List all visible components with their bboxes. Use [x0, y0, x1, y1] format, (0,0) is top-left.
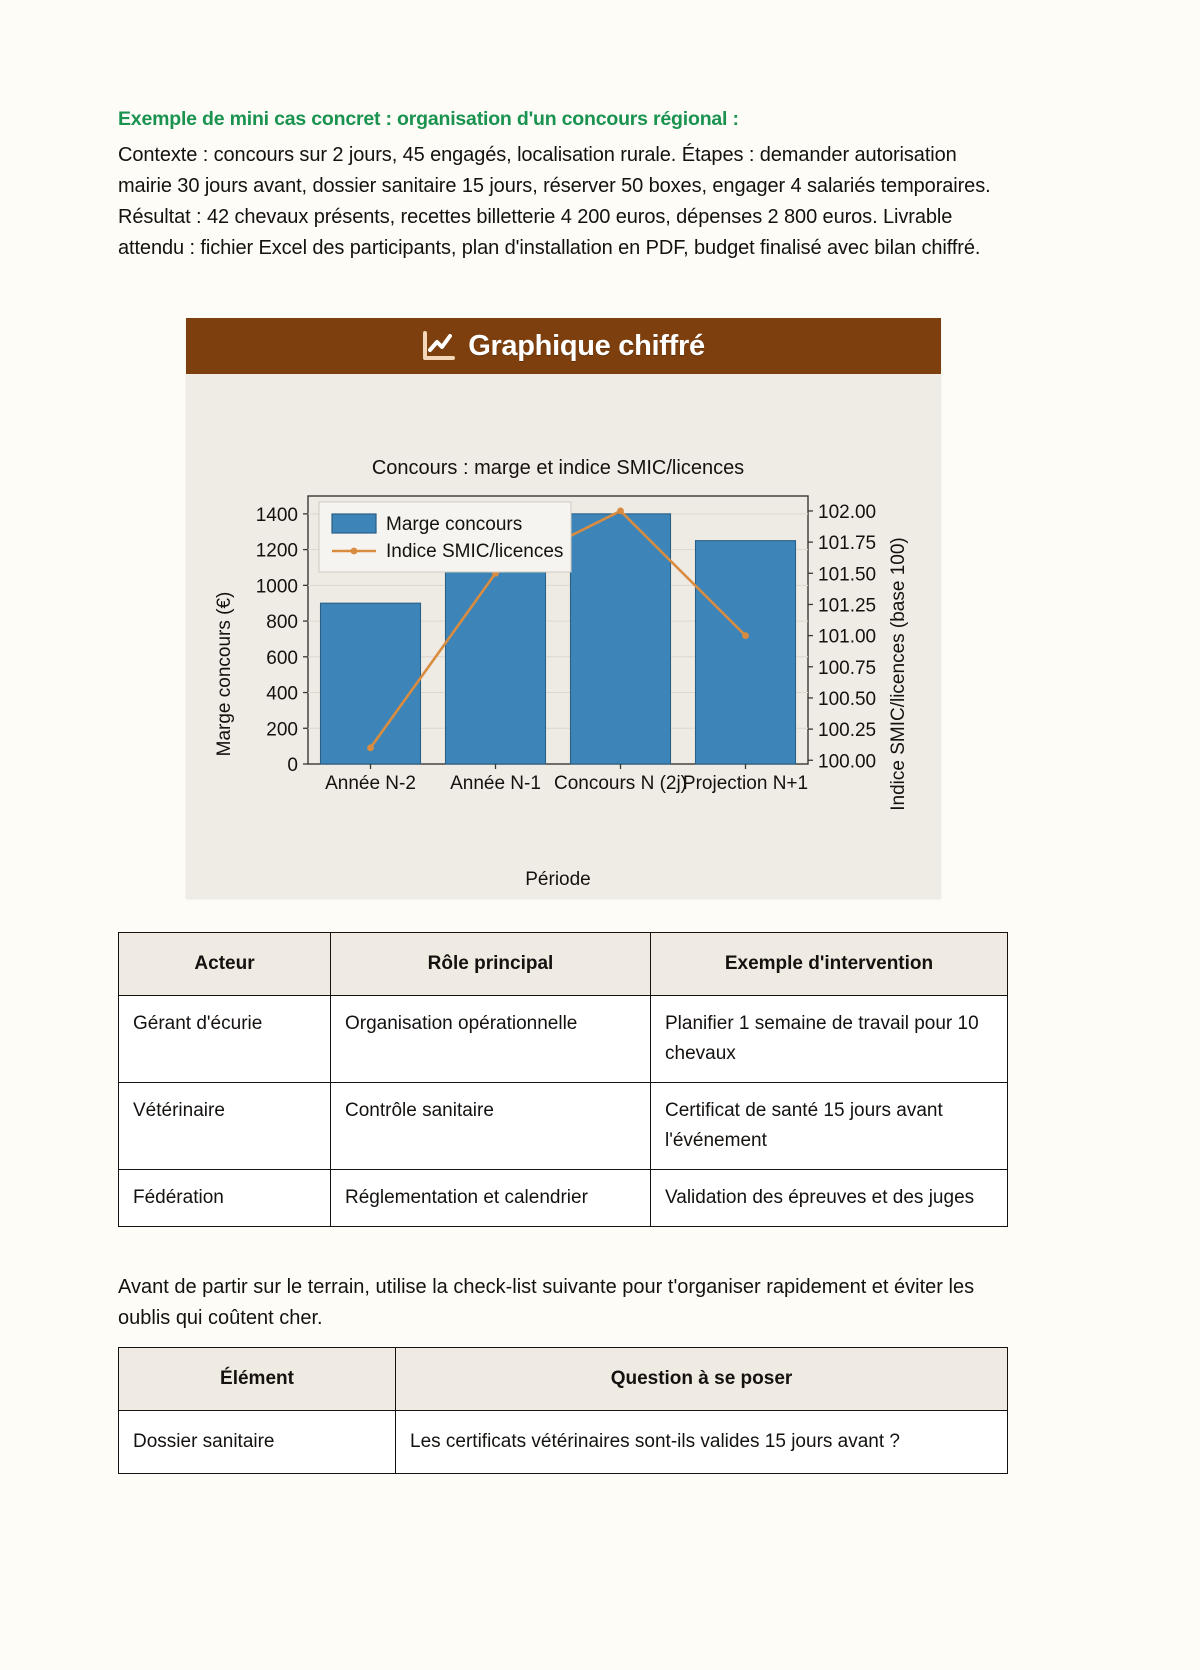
checklist-table: [118, 1347, 1008, 1474]
intro-block: [118, 108, 1008, 264]
line-point-0: [367, 744, 374, 751]
x-tick-label: Année N-1: [450, 773, 541, 794]
table-row: [119, 1411, 1008, 1474]
y-tick-label: 800: [266, 612, 298, 634]
table-row: [119, 1083, 1008, 1170]
table-header-row: [119, 1348, 1008, 1411]
bar-0: [321, 603, 421, 764]
chart-svg: [186, 374, 941, 898]
x-tick-label: Projection N+1: [682, 773, 809, 794]
column-header-exemple: Exemple d'intervention: [651, 933, 1008, 996]
chart-banner: [186, 318, 941, 374]
table-cell: Dossier sanitaire: [119, 1411, 396, 1474]
midsection-paragraph: Avant de partir sur le terrain, utilise la check-list suivante pour t'organiser rapidement et éviter les oublis qui coûtent cher.: [118, 1276, 975, 1329]
y-tick-label: 0: [287, 755, 298, 776]
line-point-3: [742, 632, 749, 639]
intro-paragraph: Contexte : concours sur 2 jours, 45 engagés, localisation rurale. Étapes : demander autorisation mairie 30 jours avant, dossier sanitaire 15 jours, réserver 50 boxes, engager 4 salariés temporaires. Résultat : 42 chevaux présents, recettes billetterie 4 200 euros, dépenses 2 800 euros. Livrable attendu : fichier Excel des participants, plan d'installation en PDF, budget finalisé avec bilan chiffré.: [118, 144, 991, 259]
bar-3: [696, 541, 796, 764]
chart-y2-axis-ticks: [808, 502, 876, 772]
y2-tick-label: 101.75: [818, 533, 877, 555]
chart-legend: [319, 502, 571, 572]
table-cell: Les certificats vétérinaires sont-ils valides 15 jours avant ?: [396, 1411, 1008, 1474]
y2-tick-label: 100.00: [818, 751, 877, 773]
table-cell: Planifier 1 semaine de travail pour 10 chevaux: [651, 996, 1008, 1083]
column-header-element: Élément: [119, 1348, 396, 1411]
y-tick-label: 1000: [255, 576, 298, 598]
table-cell: Réglementation et calendrier: [331, 1170, 651, 1227]
y2-tick-label: 101.50: [818, 564, 877, 586]
chart-ylabel: Marge concours (€): [214, 591, 235, 757]
x-tick-label: Concours N (2j): [553, 773, 688, 794]
line-point-2: [617, 508, 624, 515]
table-cell: Organisation opérationnelle: [331, 996, 651, 1083]
legend-label-line: Indice SMIC/licences: [386, 541, 564, 562]
table-cell: Validation des épreuves et des juges: [651, 1170, 1008, 1227]
y2-tick-label: 100.25: [818, 720, 877, 742]
table-row: [119, 996, 1008, 1083]
y-tick-label: 200: [266, 719, 298, 741]
y2-tick-label: 101.00: [818, 626, 877, 648]
y-tick-label: 600: [266, 647, 298, 669]
x-tick-label: Année N-2: [325, 773, 416, 794]
y2-tick-label: 102.00: [818, 501, 877, 523]
legend-swatch-bar: [332, 514, 376, 533]
legend-label-bar: Marge concours: [386, 514, 523, 535]
table-header-row: [119, 933, 1008, 996]
y-tick-label: 1400: [255, 504, 298, 526]
chart-y2label: Indice SMIC/licences (base 100): [888, 537, 909, 811]
column-header-role: Rôle principal: [331, 933, 651, 996]
y-tick-label: 400: [266, 683, 298, 705]
line-chart-icon: [422, 331, 456, 361]
table-cell: Certificat de santé 15 jours avant l'événement: [651, 1083, 1008, 1170]
table-cell: Gérant d'écurie: [119, 996, 331, 1083]
table-cell: Contrôle sanitaire: [331, 1083, 651, 1170]
table-cell: Vétérinaire: [119, 1083, 331, 1170]
page-title: Exemple de mini cas concret : organisation d'un concours régional :: [118, 108, 739, 130]
chart-plot-area: [186, 374, 941, 898]
legend-marker: [351, 548, 358, 555]
chart-xlabel: Période: [525, 869, 591, 890]
y2-tick-label: 100.75: [818, 657, 877, 679]
y-tick-label: 1200: [255, 540, 298, 562]
column-header-acteur: Acteur: [119, 933, 331, 996]
y2-tick-label: 100.50: [818, 688, 877, 710]
column-header-question: Question à se poser: [396, 1348, 1008, 1411]
y2-tick-label: 101.25: [818, 595, 877, 617]
actors-table: [118, 932, 1008, 1227]
chart-title: Concours : marge et indice SMIC/licences: [371, 457, 745, 479]
chart-card: [186, 318, 941, 898]
table-row: [119, 1170, 1008, 1227]
table-cell: Fédération: [119, 1170, 331, 1227]
bar-2: [571, 514, 671, 764]
chart-banner-title: Graphique chiffré: [468, 329, 705, 362]
bar-1: [446, 559, 546, 764]
